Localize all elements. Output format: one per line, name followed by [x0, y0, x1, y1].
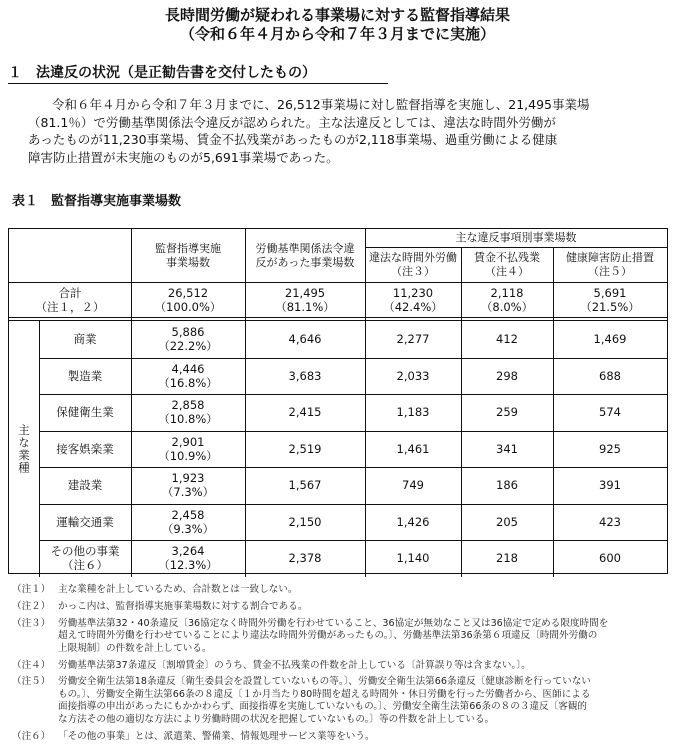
footnote-line: 労働安全衛生法第18条違反〔衛生委員会を設置していないもの等。〕、労働安全衛生法第66条違反〔健康診断を行っていない: [58, 676, 591, 688]
row-industry-label: [39, 540, 131, 577]
row-inspected-text: 4,446: [171, 361, 205, 376]
row-unpaid-overtime: [461, 431, 553, 468]
row-health-measures-text: 574: [599, 405, 621, 420]
header-violations-text: 労働基準関係法令違: [255, 241, 355, 255]
row-industry-label-text: その他の事業: [50, 544, 120, 559]
row-industry-label-text: （注６）: [62, 558, 108, 573]
row-unpaid-overtime: [461, 394, 553, 431]
footnote-text: [58, 618, 670, 655]
row-inspected: [131, 358, 245, 395]
row-health-measures: [553, 431, 667, 468]
row-violations: [245, 431, 365, 468]
footnote-line: 面接指導の申出があったにもかかわらず、面接指導を実施していないもの。〕、労働安全衛生法第66条の８の３違反〔客観的: [58, 701, 588, 713]
row-unpaid-overtime: [461, 321, 553, 358]
row-unpaid-overtime: [461, 504, 553, 541]
total-violations-text: 21,495: [284, 285, 326, 300]
row-health-measures-text: 1,469: [593, 332, 627, 347]
total-overtime-text: 11,230: [392, 285, 434, 300]
row-health-measures-text: 600: [599, 551, 621, 566]
table-rule: [39, 467, 667, 468]
row-overtime: [365, 467, 461, 504]
table-rule: [39, 394, 667, 395]
row-violations: [245, 394, 365, 431]
total-label-text: 合計: [58, 285, 82, 300]
row-industry-label-text: 建設業: [67, 478, 103, 493]
row-inspected: [131, 321, 245, 358]
table-rule: [9, 282, 667, 283]
row-health-measures: [553, 321, 667, 358]
table-rule: [39, 358, 667, 359]
row-overtime-text: 1,426: [396, 514, 430, 529]
row-overtime-text: 1,140: [396, 551, 430, 566]
row-inspected: [131, 540, 245, 577]
inspection-table: [8, 228, 668, 574]
row-health-measures: [553, 394, 667, 431]
page-subtitle: （令和６年４月から令和７年３月までに実施）: [179, 25, 495, 43]
industry-side-label: 主な業種: [17, 423, 31, 474]
total-inspected-text: （100.0%）: [154, 299, 222, 314]
row-inspected-text: （10.9%）: [158, 448, 218, 463]
total-unpaid-overtime-text: 2,118: [490, 285, 524, 300]
footnote-text: [58, 584, 670, 596]
row-unpaid-overtime-text: 218: [496, 551, 518, 566]
total-label-text: （注１，２）: [35, 299, 105, 314]
page-title: 長時間労働が疑われる事業場に対する監督指導結果: [164, 6, 510, 24]
row-inspected-text: （10.8%）: [158, 412, 218, 427]
footnote-text: [58, 731, 670, 743]
header-health-measures-text: 健康障害防止措置: [566, 250, 654, 264]
header-unpaid-overtime: [461, 247, 553, 282]
row-overtime: [365, 358, 461, 395]
footnote-line: な方法その他の適切な方法により労働時間の状況を把握していないもの。〕等の件数を計上している。: [58, 713, 495, 725]
row-unpaid-overtime-text: 205: [496, 514, 518, 529]
row-violations: [245, 321, 365, 358]
row-inspected-text: 5,886: [171, 325, 205, 340]
row-inspected: [131, 431, 245, 468]
row-overtime-text: 749: [402, 478, 424, 493]
row-unpaid-overtime-text: 298: [496, 368, 518, 383]
header-overtime-text: 違法な時間外労働: [369, 250, 457, 264]
table-rule: [131, 229, 132, 577]
footnote-line: 労働基準法第37条違反〔割増賃金〕のうち、賃金不払残業の件数を計上している〔計算誤り等は含まない。〕。: [58, 659, 531, 671]
row-industry-label-text: 製造業: [67, 368, 103, 383]
footnote-line: もの。〕、労働安全衛生法第66条の８違反〔１か月当たり80時間を超える時間外・休日労働を行った労働者から、医師による: [58, 688, 591, 700]
footnote-line: 主な業種を計上しているため、合計数とは一致しない。: [58, 584, 298, 595]
total-health-measures-text: （21.5%）: [580, 299, 640, 314]
total-label: [9, 282, 131, 317]
row-health-measures: [553, 467, 667, 504]
footnote-line: 「その他の事業」とは、派遣業、警備業、情報処理サービス業等をいう。: [58, 730, 375, 742]
total-unpaid-overtime-text: （8.0%）: [480, 299, 534, 314]
row-health-measures-text: 925: [599, 441, 621, 456]
table-rule: [39, 321, 40, 577]
table-rule: [365, 247, 667, 248]
total-health-measures-text: 5,691: [593, 285, 627, 300]
table-rule: [245, 229, 246, 577]
footnote-text: [58, 676, 670, 726]
footnote-label: （注３）: [12, 617, 51, 629]
row-unpaid-overtime: [461, 358, 553, 395]
row-inspected-text: （22.2%）: [158, 339, 218, 354]
row-inspected: [131, 467, 245, 504]
footnote-label: （注２）: [12, 600, 51, 612]
total-inspected-text: 26,512: [167, 285, 209, 300]
paragraph-line: （81.1％）で労働基準関係法令違反が認められた。主な法違反としては、違法な時間外労働が: [28, 114, 556, 130]
footnote-text: [58, 660, 670, 672]
row-overtime: [365, 394, 461, 431]
header-unpaid-overtime-text: （注４）: [485, 264, 529, 278]
header-overtime: [365, 247, 461, 282]
table-rule: [39, 540, 667, 541]
table-caption: 表１ 監督指導実施事業場数: [12, 194, 182, 209]
row-industry-label-text: 商業: [73, 332, 97, 347]
total-violations: [245, 282, 365, 317]
row-unpaid-overtime-text: 259: [496, 405, 518, 420]
header-violation-group-text: 主な違反事項別事業場数: [455, 231, 577, 244]
row-inspected-text: （7.3%）: [161, 485, 215, 500]
table-rule: [461, 247, 462, 577]
header-violations-text: 反があった事業場数: [255, 255, 355, 269]
footnote-line: 上限規制〕の件数を計上している。: [58, 642, 212, 654]
row-violations: [245, 358, 365, 395]
row-unpaid-overtime-text: 186: [496, 478, 518, 493]
row-health-measures: [553, 504, 667, 541]
table-rule: [553, 247, 554, 577]
footnote-label: （注５）: [12, 676, 51, 688]
row-violations-text: 4,646: [288, 332, 322, 347]
row-violations-text: 3,683: [288, 368, 322, 383]
row-overtime-text: 1,183: [396, 405, 430, 420]
row-unpaid-overtime: [461, 467, 553, 504]
table-rule: [365, 229, 366, 577]
row-unpaid-overtime: [461, 540, 553, 577]
row-industry-label: [39, 358, 131, 395]
table-rule: [9, 317, 667, 321]
paragraph-line: 障害防止措置が未実施のものが5,691事業場であった。: [28, 149, 339, 165]
header-violations: [245, 229, 365, 282]
row-violations-text: 2,150: [288, 514, 322, 529]
row-inspected-text: 2,458: [171, 507, 205, 522]
row-health-measures-text: 391: [599, 478, 621, 493]
row-inspected: [131, 394, 245, 431]
footnote-label: （注１）: [12, 584, 51, 595]
row-overtime-text: 2,033: [396, 368, 430, 383]
row-violations-text: 2,415: [288, 405, 322, 420]
row-health-measures: [553, 540, 667, 577]
row-overtime: [365, 321, 461, 358]
total-overtime-text: （42.4%）: [383, 299, 443, 314]
row-inspected-text: （9.3%）: [161, 521, 215, 536]
table-rule: [39, 431, 667, 432]
row-violations: [245, 467, 365, 504]
row-violations-text: 2,378: [288, 551, 322, 566]
footnote-line: 超えて時間外労働を行わせていることにより違法な時間外労働があったもの。〕、労働基準法第36条第６項違反〔時間外労働の: [58, 630, 598, 642]
row-inspected-text: 1,923: [171, 471, 205, 486]
total-unpaid-overtime: [461, 282, 553, 317]
row-industry-label: [39, 504, 131, 541]
row-unpaid-overtime-text: 412: [496, 332, 518, 347]
header-inspected-text: 事業場数: [166, 255, 210, 269]
row-health-measures: [553, 358, 667, 395]
row-inspected-text: 2,858: [171, 398, 205, 413]
row-overtime-text: 2,277: [396, 332, 430, 347]
row-violations-text: 2,519: [288, 441, 322, 456]
row-overtime: [365, 540, 461, 577]
header-overtime-text: （注３）: [391, 264, 435, 278]
row-industry-label-text: 運輸交通業: [56, 514, 114, 529]
table-rule: [39, 504, 667, 505]
header-health-measures-text: （注５）: [588, 264, 632, 278]
total-health-measures: [553, 282, 667, 317]
row-violations: [245, 540, 365, 577]
row-unpaid-overtime-text: 341: [496, 441, 518, 456]
footnote-line: かっこ内は、監督指導実施事業場数に対する割合である。: [58, 600, 308, 612]
header-health-measures: [553, 247, 667, 282]
row-industry-label: [39, 321, 131, 358]
footnote-label: （注６）: [12, 730, 51, 742]
row-inspected-text: 2,901: [171, 434, 205, 449]
header-inspected: [131, 229, 245, 282]
footnote-line: 労働基準法第32・40条違反〔36協定なく時間外労働を行わせていること、36協定が無効なこと又は36協定で定める限度時間を: [58, 617, 609, 629]
row-industry-label: [39, 394, 131, 431]
row-inspected-text: （12.3%）: [158, 558, 218, 573]
row-industry-label-text: 保健衛生業: [56, 405, 114, 420]
row-overtime: [365, 431, 461, 468]
header-inspected-text: 監督指導実施: [155, 241, 221, 255]
row-inspected-text: 3,264: [171, 544, 205, 559]
row-violations-text: 1,567: [288, 478, 322, 493]
header-unpaid-overtime-text: 賃金不払残業: [474, 250, 540, 264]
total-inspected: [131, 282, 245, 317]
section-heading: １ 法違反の状況（是正勧告書を交付したもの）: [8, 64, 388, 84]
row-health-measures-text: 423: [599, 514, 621, 529]
paragraph-line: 令和６年４月から令和７年３月までに、26,512事業場に対し監督指導を実施し、21,495事業場: [52, 97, 590, 112]
footnote-text: [58, 601, 670, 613]
footnote-label: （注４）: [12, 659, 51, 671]
header-violation-group: [365, 229, 667, 247]
row-overtime-text: 1,461: [396, 441, 430, 456]
row-overtime: [365, 504, 461, 541]
total-overtime: [365, 282, 461, 317]
row-violations: [245, 504, 365, 541]
row-industry-label-text: 接客娯楽業: [56, 441, 114, 456]
row-inspected-text: （16.8%）: [158, 375, 218, 390]
summary-paragraph: [28, 96, 668, 166]
row-industry-label: [39, 467, 131, 504]
row-industry-label: [39, 431, 131, 468]
row-inspected: [131, 504, 245, 541]
row-health-measures-text: 688: [599, 368, 621, 383]
total-violations-text: （81.1%）: [275, 299, 335, 314]
paragraph-line: あったものが11,230事業場、賃金不払残業があったものが2,118事業場、過重労働による健康: [28, 132, 558, 147]
